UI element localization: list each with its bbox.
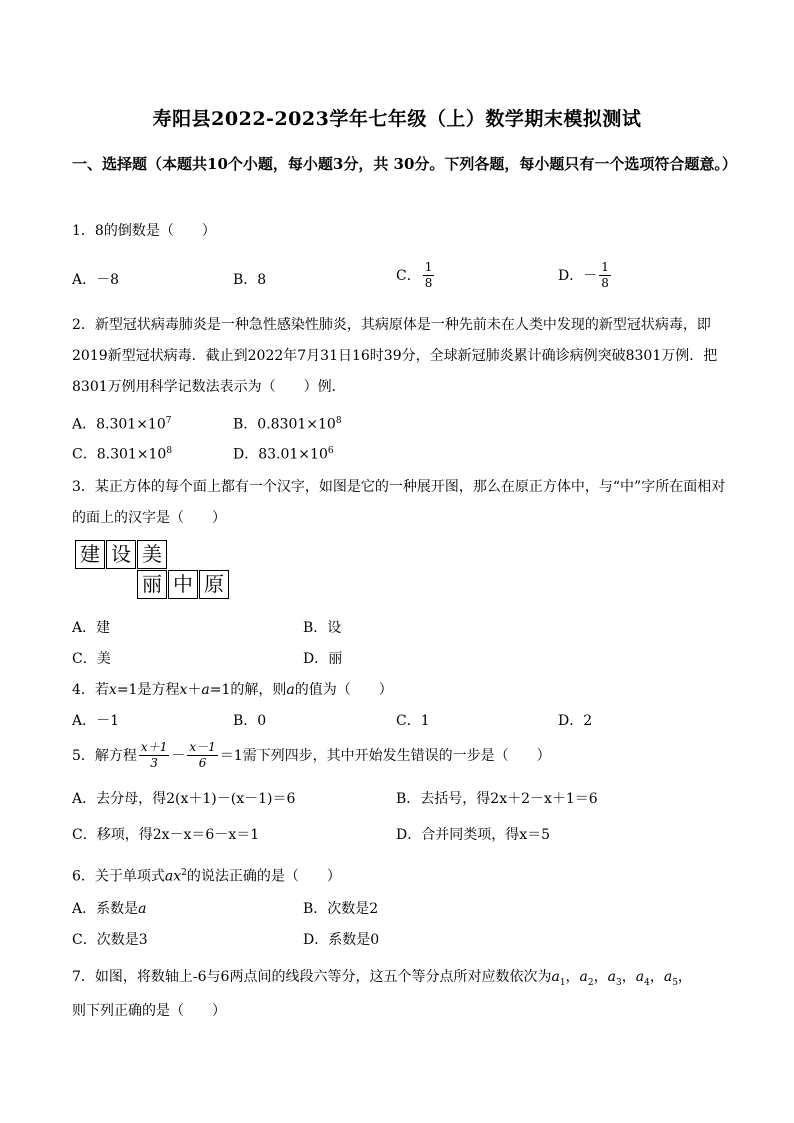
fraction-neg-one-eighth <box>599 260 611 291</box>
q7-var: a <box>579 969 588 985</box>
q7-sub: 3 <box>616 977 622 988</box>
q5-text: 5．解方程 <box>72 747 137 764</box>
q7-sub: 1 <box>559 977 566 988</box>
question-5-stem <box>72 740 551 771</box>
q6-monomial: ax <box>164 868 182 885</box>
fraction-numerator: x＋1 <box>140 740 168 754</box>
question-5-option-a: A．去分母，得2(x＋1)－(x－1)＝6 <box>72 791 296 807</box>
question-4-option-a: A．－1 <box>72 713 120 729</box>
question-3-option-d: D．丽 <box>303 651 343 667</box>
net-cell-li: 丽 <box>137 570 167 599</box>
question-6-option-c: C．次数是3 <box>72 932 148 948</box>
question-2-stem: 2．新型冠状病毒肺炎是一种急性感染性肺炎，其病原体是一种先前未在人类中发现的新型冠状病毒，即2019新型冠状病毒．截止到2022年7月31日16时39分，全球新冠肺炎累计确诊病例突破8301万例．把8301万例用科学记数法表示为（ ）例． <box>72 317 718 395</box>
option-a-var: a <box>138 901 147 917</box>
fraction-denominator: 6 <box>198 756 207 770</box>
option-d-exponent: 6 <box>327 446 334 456</box>
net-cell-zhong: 中 <box>168 570 198 599</box>
q6-text: 6．关于单项式 <box>72 868 165 885</box>
q7-var: a <box>551 969 560 985</box>
option-b-base: B．0.8301×10 <box>233 416 336 433</box>
question-2-option-a <box>72 412 171 434</box>
fraction-x-minus-1-over-6 <box>187 740 217 771</box>
question-6-option-a <box>72 900 146 918</box>
question-5-option-d: D．合并同类项，得x＝5 <box>396 827 551 843</box>
question-6-option-d: D．系数是0 <box>303 932 380 948</box>
option-c-base: C．8.301×10 <box>72 446 167 463</box>
net-cell-yuan: 原 <box>199 570 229 599</box>
q7-var: a <box>635 969 645 985</box>
option-d-base: D．83.01×10 <box>233 446 328 463</box>
q7-var: a <box>663 969 673 985</box>
question-4-option-d: D．2 <box>558 713 593 729</box>
fraction-denominator: 3 <box>150 756 158 770</box>
question-1-option-d <box>558 260 613 291</box>
section-heading-choice: 一、选择题（本题共10个小题，每小题3分，共 30分。下列各题，每小题只有一个选项符合题意。） <box>72 155 737 173</box>
net-cell-mei: 美 <box>137 540 167 569</box>
q7-sub: 4 <box>644 977 650 988</box>
option-c-exponent: 8 <box>166 446 173 456</box>
question-4-option-b: B．0 <box>233 713 267 729</box>
question-2-option-b <box>233 412 342 434</box>
q6-text: 的说法正确的是（ ） <box>186 868 341 885</box>
question-1-option-b: B．8 <box>233 272 267 288</box>
fraction-denominator: 8 <box>601 276 609 290</box>
question-4-stem <box>72 681 393 699</box>
question-1-option-c <box>396 260 436 291</box>
q4-text: 的值为（ ） <box>294 682 393 698</box>
q7-sub: 2 <box>587 977 594 988</box>
question-2-option-c <box>72 442 172 464</box>
question-5-option-c: C．移项，得2x－x＝6－x＝1 <box>72 827 260 843</box>
fraction-numerator: 1 <box>424 260 433 274</box>
q7-sub: 5 <box>672 977 678 988</box>
option-a-text: A．系数是 <box>72 901 139 917</box>
question-2-option-d <box>233 442 334 464</box>
q4-text: =1是方程 <box>116 682 180 698</box>
q4-var-a: a <box>201 682 210 698</box>
question-7-stem-line2: 则下列正确的是（ ） <box>72 1003 226 1019</box>
option-a-base: A．8.301×10 <box>72 416 166 433</box>
q4-text: 4．若 <box>72 682 109 698</box>
question-6-stem <box>72 864 341 886</box>
net-cell-jian: 建 <box>75 540 105 569</box>
question-5-option-b: B．去括号，得2x＋2－x＋1＝6 <box>396 791 598 807</box>
option-a-exponent: 7 <box>165 416 172 426</box>
q5-minus: － <box>171 747 186 764</box>
option-c-label: C． <box>396 267 421 284</box>
question-1-option-a: A．－8 <box>72 272 120 288</box>
fraction-x-plus-1-over-3 <box>139 740 169 771</box>
question-3-option-a: A．建 <box>72 620 111 636</box>
fraction-one-eighth <box>423 260 435 291</box>
question-3-option-b: B．设 <box>303 620 342 636</box>
question-6-option-b: B．次数是2 <box>303 901 379 917</box>
q4-var-x: x <box>108 682 117 698</box>
q4-var-x: x <box>179 682 188 698</box>
question-3-option-c: C．美 <box>72 651 111 667</box>
q6-exponent: 2 <box>181 868 187 878</box>
question-1-stem: 1．8的倒数是（ ） <box>72 223 216 239</box>
question-7-stem: 7．如图，将数轴上-6与6两点间的线段六等分，这五个等分点所对应数依次为$a_1$，$a_2$，$a_3$，$a_4$，$a_5$， <box>72 969 692 988</box>
q7-var: a <box>607 969 616 985</box>
question-3-stem: 3．某正方体的每个面上都有一个汉字，如图是它的一种展开图，那么在原正方体中，与“中”字所在面相对的面上的汉字是（ ） <box>72 479 726 526</box>
q7-text: 7．如图，将数轴上-6与6两点间的线段六等分，这五个等分点所对应数依次为 <box>72 969 552 985</box>
question-4-option-c: C．1 <box>396 713 430 729</box>
q4-plus: ＋ <box>187 682 202 698</box>
page-title: 寿阳县2022-2023学年七年级（上）数学期末模拟测试 <box>152 108 642 130</box>
option-b-exponent: 8 <box>335 416 342 426</box>
net-cell-she: 设 <box>106 540 136 569</box>
fraction-numerator: x－1 <box>189 740 216 754</box>
fraction-denominator: 8 <box>424 276 433 290</box>
q4-text: =1的解，则 <box>209 682 287 698</box>
q5-text: ＝1需下列四步，其中开始发生错误的一步是（ ） <box>219 747 551 764</box>
q4-var-a: a <box>286 682 295 698</box>
fraction-numerator: 1 <box>601 260 609 274</box>
option-d-label: D．－ <box>558 267 598 284</box>
